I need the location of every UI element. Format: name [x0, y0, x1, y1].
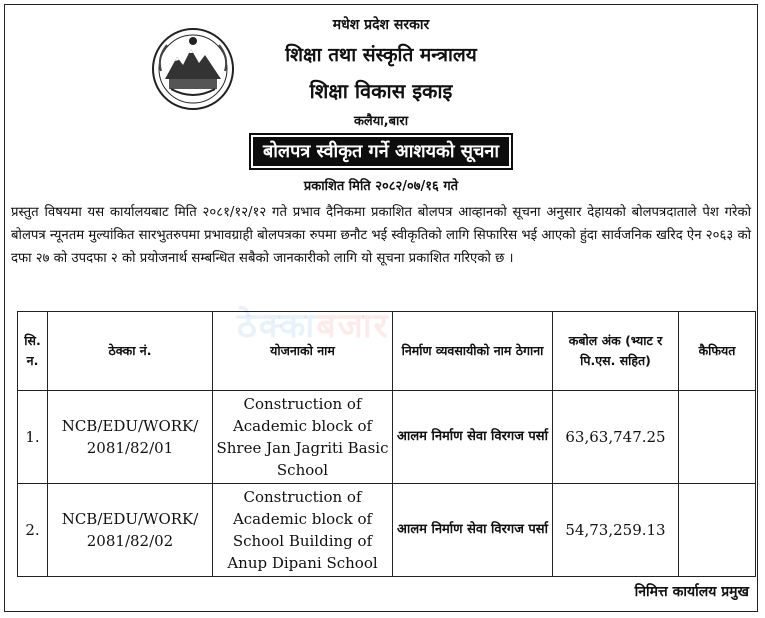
cell-amount: 63,63,747.25 — [553, 391, 679, 484]
cell-project: Construction of Academic block of Shree Jan Jagriti Basic School — [213, 391, 393, 484]
table-header-row — [18, 312, 756, 391]
intro-paragraph: प्रस्तुत विषयमा यस कार्यालयबाट मिति २०८१/१२/१२ गते प्रभाव दैनिकमा प्रकाशित बोलपत्र आव्हानको सूचना अनुसार देहायको बोलपत्रदाताले पेश गरेको बोलपत्र न्यूनतम मुल्यांकित सारभुतरुपमा प्रभावग्राही बोलपत्रका रुपमा छनौट भई स्वीकृतिको लागि सिफारिस भई आएको हुंदा सार्वजनिक खरिद ऐन २०६३ को दफा २७ को उपदफा २ को प्रयोजनार्थ सम्बन्धित सबैको जानकारीको लागि यो सूचना प्रकाशित गरिएको छ । — [11, 205, 751, 266]
col-header-amount: कबोल अंक (भ्याट र पि.एस. सहित) — [553, 312, 679, 391]
table-row — [18, 484, 756, 577]
cell-contract-no: NCB/EDU/WORK/ 2081/82/01 — [48, 391, 213, 484]
notice-title: बोलपत्र स्वीकृत गर्ने आशयको सूचना — [249, 133, 513, 170]
cell-serial: 2. — [18, 484, 48, 577]
cell-contract-no: NCB/EDU/WORK/ 2081/82/02 — [48, 484, 213, 577]
watermark-part-1: ठेक्का — [237, 306, 317, 346]
cell-contractor: आलम निर्माण सेवा विरगज पर्सा — [393, 391, 553, 484]
notice-title-wrap — [5, 133, 757, 170]
unit-name: शिक्षा विकास इकाइ — [309, 79, 453, 103]
published-date: प्रकाशित मिति २०८२/०७/१६ गते — [303, 179, 459, 194]
col-header-remarks: कैफियत — [679, 312, 756, 391]
cell-remarks — [679, 484, 756, 577]
bid-table — [17, 311, 756, 577]
cell-contractor: आलम निर्माण सेवा विरगज पर्सा — [393, 484, 553, 577]
col-header-contract-no: ठेक्का नं. — [48, 312, 213, 391]
col-header-contractor: निर्माण व्यवसायीको नाम ठेगाना — [393, 312, 553, 391]
col-header-serial: सि. न. — [18, 312, 48, 391]
notice-page — [4, 4, 758, 612]
col-header-project: योजनाको नाम — [213, 312, 393, 391]
watermark-part-2: बजार — [316, 306, 390, 346]
cell-serial: 1. — [18, 391, 48, 484]
cell-amount: 54,73,259.13 — [553, 484, 679, 577]
cell-remarks — [679, 391, 756, 484]
ministry-name: शिक्षा तथा संस्कृति मन्त्रालय — [285, 44, 477, 66]
office-location: कलैया,बारा — [353, 114, 409, 129]
cell-project: Construction of Academic block of School Building of Anup Dipani School — [213, 484, 393, 577]
signature-office-chief: निमित्त कार्यालय प्रमुख — [634, 584, 749, 600]
government-name: मधेश प्रदेश सरकार — [332, 17, 430, 33]
table-row — [18, 391, 756, 484]
